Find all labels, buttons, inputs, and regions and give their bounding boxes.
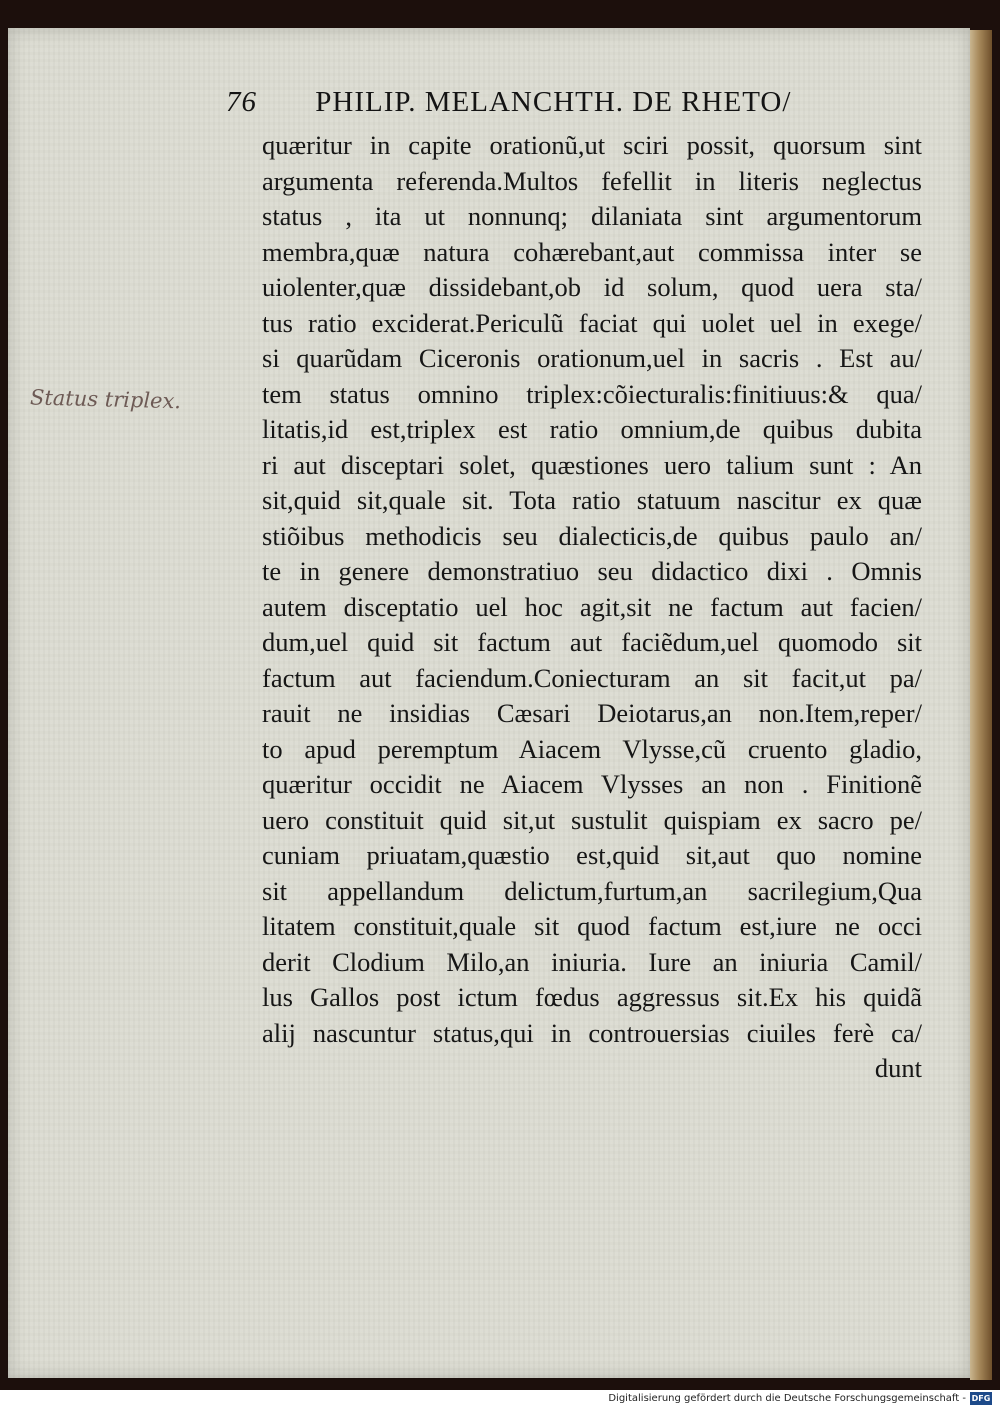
text-line: litatem constituit,quale sit quod factum est,iure ne occi [262, 911, 922, 941]
dfg-logo-icon: DFG [971, 1394, 991, 1403]
text-line: litatis,id est,triplex est ratio omnium,de quibus dubita [262, 414, 922, 444]
running-head [226, 86, 846, 126]
text-line: uiolenter,quæ dissidebant,ob id solum, quod uera sta/ [262, 272, 922, 302]
text-line: cuniam priuatam,quæstio est,quid sit,aut quo nomine [262, 840, 922, 870]
text-line: alij nascuntur status,qui in controuersias ciuiles ferè ca/ [262, 1017, 922, 1048]
running-title: PHILIP. MELANCHTH. DE RHETO/ [315, 86, 792, 118]
text-line: stiõibus methodicis seu dialecticis,de quibus paulo an/ [262, 520, 922, 551]
text-line: sit appellandum delictum,furtum,an sacrilegium,Qua [262, 875, 922, 906]
catchword: dunt [874, 1053, 922, 1083]
text-line: rauit ne insidias Cæsari Deiotarus,an non.Item,reper/ [262, 698, 922, 728]
text-line: lus Gallos post ictum fœdus aggressus sit.Ex his quidã [262, 982, 922, 1012]
page-number: 76 [226, 86, 257, 118]
text-line: autem disceptatio uel hoc agit,sit ne factum aut facien/ [262, 591, 922, 622]
text-line: tem status omnino triplex:cõiecturalis:finitiuus:& qua/ [262, 378, 922, 409]
page-edge [970, 30, 992, 1380]
text-line: dum,uel quid sit factum aut faciẽdum,uel quomodo sit [262, 627, 922, 657]
digitization-credit: Digitalisierung gefördert durch die Deutsche Forschungsgemeinschaft - [608, 1393, 966, 1404]
text-line: quæritur in capite orationũ,ut sciri possit, quorsum sint [262, 130, 922, 160]
text-line: factum aut faciendum.Coniecturam an sit facit,ut pa/ [262, 662, 922, 693]
text-line: sit,quid sit,quale sit. Tota ratio statuum nascitur ex quæ [262, 485, 922, 515]
text-line: uero constituit quid sit,ut sustulit quispiam ex sacro pe/ [262, 804, 922, 835]
text-line: te in genere demonstratiuo seu didactico dixi . Omnis [262, 556, 922, 586]
text-line: to apud peremptum Aiacem Vlysse,cũ cruento gladio, [262, 733, 922, 764]
text-line: status , ita ut nonnunq; dilaniata sint argumentorum [262, 201, 922, 231]
text-line: quæritur occidit ne Aiacem Vlysses an non . Finitionẽ [262, 769, 922, 799]
marginal-note: Status triplex. [29, 385, 182, 414]
text-line: argumenta referenda.Multos fefellit in literis neglectus [262, 165, 922, 196]
text-block [262, 128, 922, 1087]
text-line: ri aut disceptari solet, quæstiones uero talium sunt : An [262, 449, 922, 480]
text-line: si quarũdam Ciceronis orationum,uel in sacris . Est au/ [262, 343, 922, 373]
text-line: derit Clodium Milo,an iniuria. Iure an iniuria Camil/ [262, 946, 922, 977]
text-line: membra,quæ natura cohærebant,aut commissa inter se [262, 236, 922, 267]
text-line: tus ratio exciderat.Periculũ faciat qui uolet uel in exege/ [262, 307, 922, 338]
